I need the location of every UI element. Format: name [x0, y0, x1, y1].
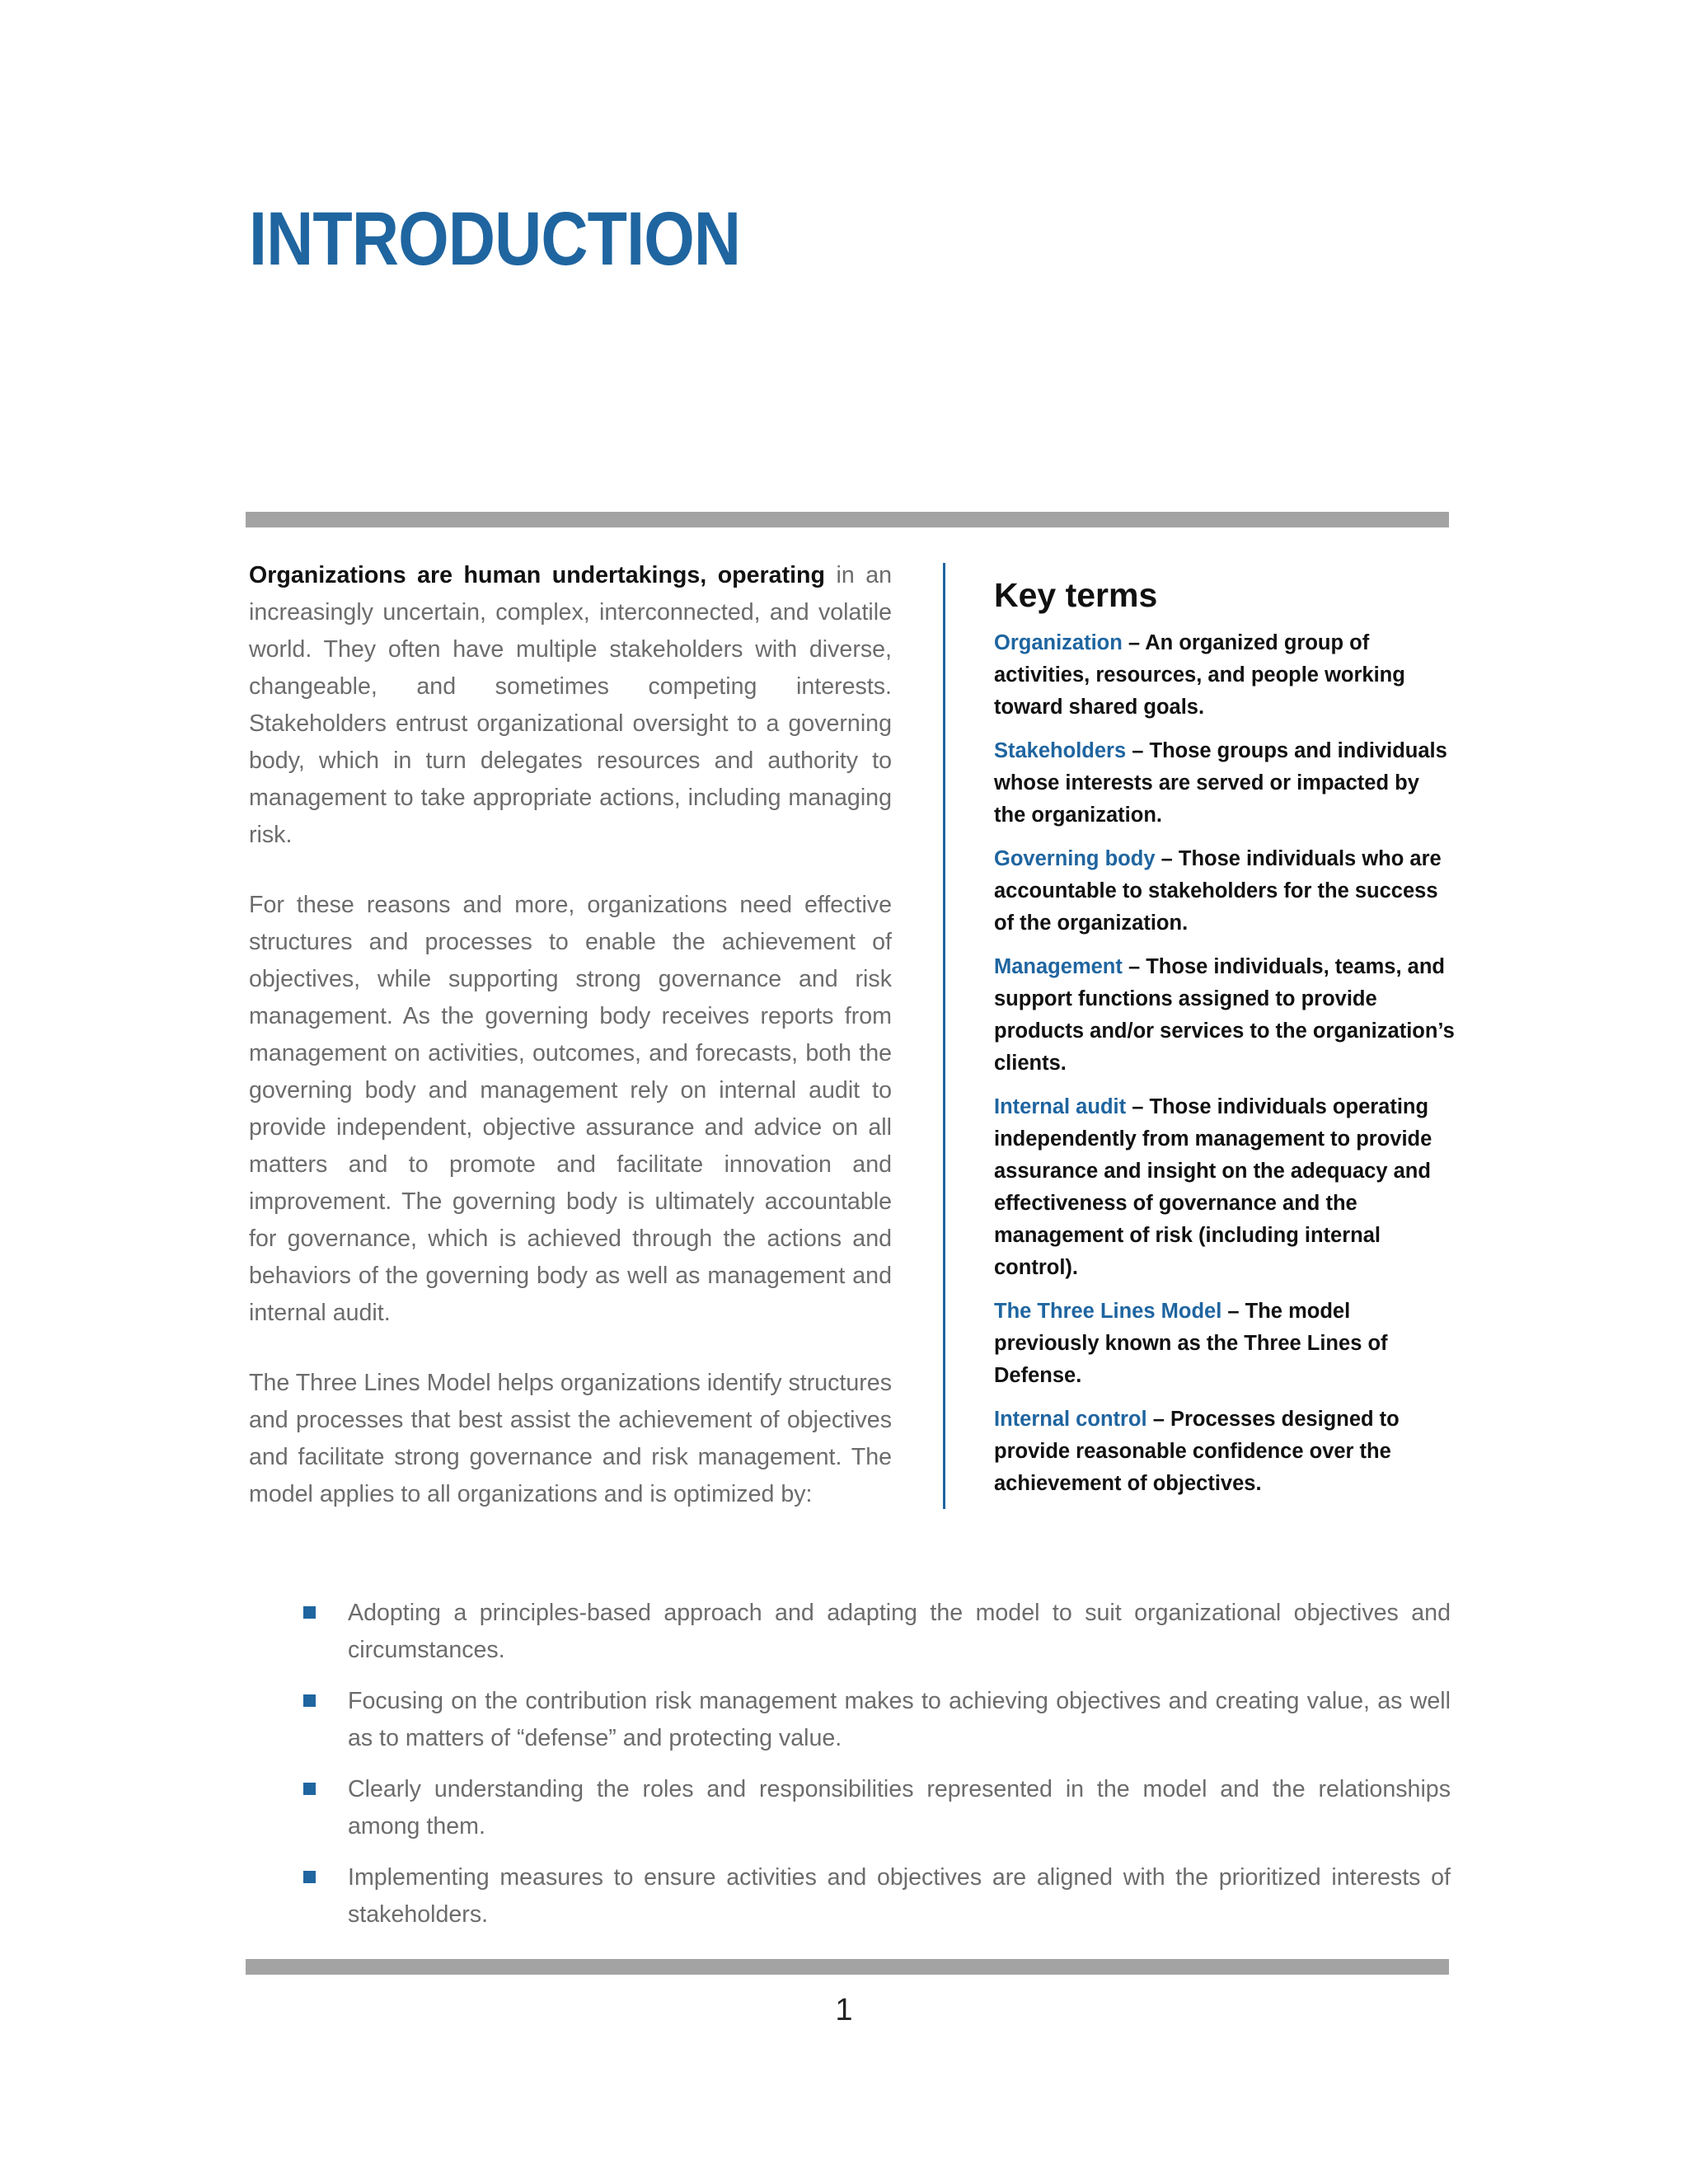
list-item-text: Clearly understanding the roles and responsibilities represented in the model and the relationships among them.	[348, 1776, 1451, 1840]
list-item-text: Focusing on the contribution risk management makes to achieving objectives and creating value, as well as to matters of “defense” and protecting value.	[348, 1688, 1451, 1751]
paragraph-2: For these reasons and more, organizations need effective structures and processes to enable the achievement of objectives, while supporting strong governance and risk management. As the governing body receives reports from management on activities, outcomes, and forecasts, both the governing body and management rely on internal audit to provide independent, objective assurance and advice on all matters and to promote and facilitate innovation and improvement. The governing body is ultimately accountable for governance, which is achieved through the actions and behaviors of the governing body as well as management and internal audit.	[249, 892, 892, 1326]
key-term-internal-control	[994, 1404, 1456, 1500]
key-term-name: Organization	[994, 631, 1123, 655]
page-title: INTRODUCTION	[249, 197, 741, 281]
key-term-definition: – Those individuals, teams, and support functions assigned to provide products and/or services to the organization’s clients.	[994, 955, 1455, 1076]
square-bullet-icon	[303, 1606, 316, 1619]
list-item-text: Adopting a principles-based approach and adapting the model to suit organizational objectives and circumstances.	[348, 1600, 1451, 1663]
top-rule	[246, 512, 1449, 527]
optimization-bullet-list	[303, 1595, 1451, 1947]
list-item-text: Implementing measures to ensure activities and objectives are aligned with the prioritized interests of stakeholders.	[348, 1864, 1451, 1928]
key-term-definition: – The model previously known as the Three Lines of Defense.	[994, 1300, 1388, 1388]
key-term-definition: – Those groups and individuals whose interests are served or impacted by the organization.	[994, 739, 1447, 827]
key-term-name: Stakeholders	[994, 739, 1127, 763]
key-term-definition: – Processes designed to provide reasonable confidence over the achievement of objectives.	[994, 1408, 1400, 1496]
key-term-management	[994, 951, 1456, 1080]
key-term-name: Management	[994, 955, 1123, 979]
bottom-rule	[246, 1959, 1449, 1975]
key-term-stakeholders	[994, 735, 1456, 832]
page-number: 1	[835, 1993, 853, 2027]
key-term-name: Internal control	[994, 1408, 1147, 1432]
square-bullet-icon	[303, 1783, 316, 1795]
key-term-definition: – Those individuals operating independently from management to provide assurance and insight on the adequacy and effectiveness of governance and the management of risk (including internal control).	[994, 1095, 1432, 1280]
key-term-name: The Three Lines Model	[994, 1300, 1222, 1324]
square-bullet-icon	[303, 1871, 316, 1883]
intro-body	[249, 557, 892, 1546]
key-terms-heading: Key terms	[994, 576, 1158, 614]
column-divider	[943, 563, 945, 1509]
paragraph-3: The Three Lines Model helps organizations identify structures and processes that best assist the achievement of objectives and facilitate strong governance and risk management. The model applies to all organizations and is optimized by:	[249, 1370, 892, 1507]
key-term-organization	[994, 627, 1456, 724]
key-term-definition: – Those individuals who are accountable to stakeholders for the success of the organization.	[994, 847, 1442, 935]
square-bullet-icon	[303, 1694, 316, 1707]
paragraph-1-lead: Organizations are human undertakings, operating	[249, 562, 825, 588]
list-item	[303, 1683, 1451, 1757]
key-term-governing-body	[994, 843, 1456, 940]
paragraph-1-text: in an increasingly uncertain, complex, interconnected, and volatile world. They often have multiple stakeholders with diverse, changeable, and sometimes competing interests. Stakeholders entrust organizational oversight to a governing body, which in turn delegates resources and authority to management to take appropriate actions, including managing risk.	[249, 562, 893, 848]
list-item	[303, 1859, 1451, 1933]
key-term-name: Governing body	[994, 847, 1156, 871]
key-terms-sidebar	[994, 575, 1456, 1511]
key-term-definition: – An organized group of activities, resources, and people working toward shared goals.	[994, 631, 1405, 719]
key-term-internal-audit	[994, 1091, 1456, 1284]
paragraph-1	[249, 557, 892, 854]
list-item	[303, 1771, 1451, 1845]
list-item	[303, 1595, 1451, 1669]
key-term-three-lines-model	[994, 1296, 1456, 1392]
key-term-name: Internal audit	[994, 1095, 1127, 1119]
